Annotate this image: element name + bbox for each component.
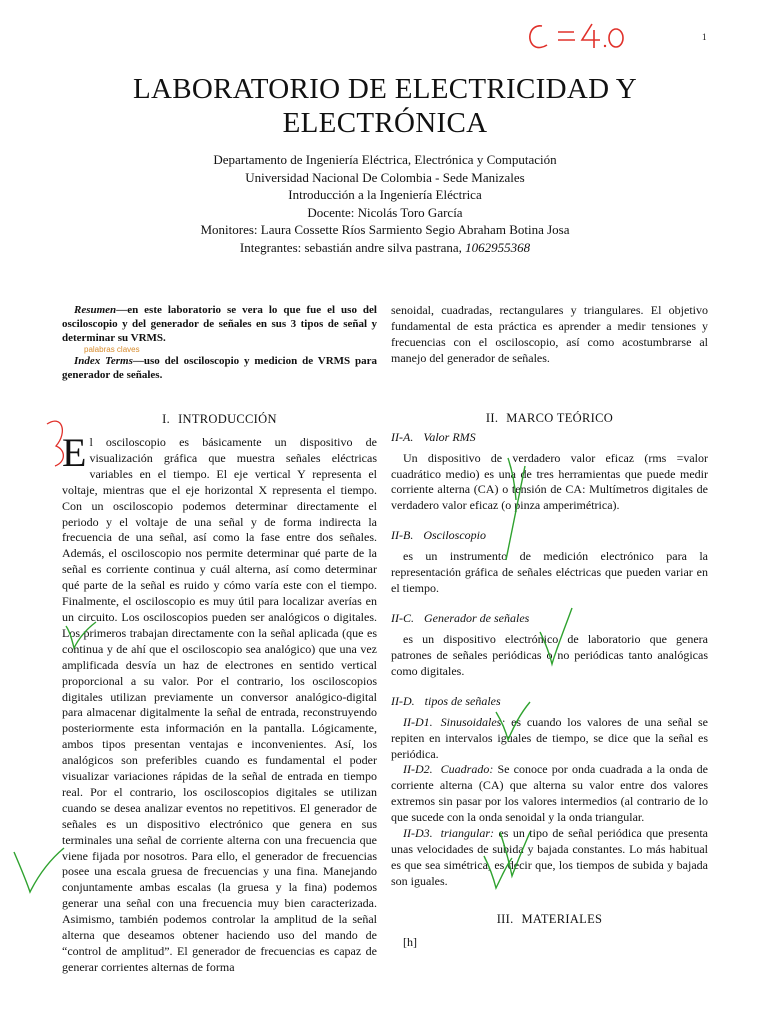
intro-paragraph <box>62 430 377 976</box>
university: Universidad Nacional De Colombia - Sede Manizales <box>245 169 525 185</box>
members-id: 1062955368 <box>465 239 531 255</box>
subsection-heading-generador: II-C. Generador de señales <box>391 610 530 625</box>
rms-paragraph: Un dispositivo de verdadero valor eficaz (rms =valor cuadrático medio) es una de tres herramientas que puede medir corriente alterna (CA) o tensión de CA: Multímetros digitales de verdadero valor eficaz (o pinza amperimétrica). <box>391 450 708 513</box>
abstract-text: —en este laboratorio se vera lo que fue el uso del osciloscopio y del generador de señales en sus 3 tipos de señal y determinar su VRMS. <box>62 304 377 344</box>
materiales-text: [h] <box>403 934 417 949</box>
right-column <box>391 303 708 951</box>
teacher: Docente: Nicolás Toro García <box>307 204 463 220</box>
generador-paragraph: es un dispositivo electrónico de laboratorio que genera patrones de señales periódicas o no periódicas tanto analógicas como digitales. <box>391 631 708 678</box>
handwritten-grade <box>520 18 630 58</box>
section-heading-marco: II. MARCO TEÓRICO <box>485 410 614 425</box>
subsection-heading-rms: II-A. Valor RMS <box>391 429 476 444</box>
subsection-heading-osciloscopio: II-B. Osciloscopio <box>391 528 486 543</box>
section-heading-intro: I. INTRODUCCIÓN <box>162 412 277 426</box>
osciloscopio-paragraph: es un instrumento de medición electrónico para la representación gráfica de señales eléctricas que pueden variar en el tiempo. <box>391 549 708 596</box>
red-bracket-mark <box>47 421 63 466</box>
course: Introducción a la Ingeniería Eléctrica <box>288 187 482 203</box>
margin-note: palabras claves <box>84 345 140 354</box>
index-terms-label: Index Terms <box>74 355 133 367</box>
author-block <box>80 151 690 257</box>
index-terms-text: —uso del osciloscopio y medicion de VRMS para generador de señales. <box>62 355 378 381</box>
intro-text: l osciloscopio es básicamente un dispositivo de visualización gráfica que muestra señales eléctricas variables en el tiempo. El eje vertical Y representa el voltaje, mientras que el eje horizontal X representa el tiempo. Con un osciloscopio podemos determinar directamente el periodo y el voltaje de una señal y de forma indirecta la frecuencia de una señal, así como la fase entre dos señales. Además, el osciloscopio nos permite determinar qué parte de la señal es corriente continua y cuál alterna, así como determinar qué parte de la señal es ruido y cómo varía este con el tiempo. Finalmente, el osciloscopio es muy útil para localizar averías en un circuito. Los osciloscopios pueden ser analógicos o digitales. Los primeros trabajan directamente con la señal aplicada (que es continua y de ahí que el osciloscopio sea analógico) que una vez amplificada desvía un haz de electrones en sentido vertical proporcional a su valor. Por el contrario, los osciloscopios digitales utilizan previamente un conversor analógico-digital para almacenar digitalmente la señal de entrada, reconstruyendo posteriormente esta información en la pantalla. Lógicamente, ambos tipos presentan ventajas e inconvenientes. Así, los analógicos son preferibles cuando es fundamental el poder visualizar variaciones rápidas de la señal de entrada en tiempo real. Por el contrario, los osciloscopios digitales se utilizan cuando se desea analizar eventos no repetitivos. El generador de señales es un dispositivo electrónico que genera en sus terminales una señal de corriente alterna con una frecuencia que viene fijada por nosotros. Para ello, el generador de frecuencias posee una escala gruesa de frecuencias y una fina. Manejando conjuntamente ambas escalas (la gruesa y la fina) podemos generar una señal con una frecuencia muy bien caracterizada. Asimismo, también podemos controlar la amplitud de la señal alterna que deseamos obtener haciendo uso del mando de “control de amplitud”. El generador de frecuencias es capaz de generar corrientes alternas de forma <box>62 435 377 974</box>
abstract <box>62 303 377 382</box>
signal-cuadrado: II-D2. Cuadrado: Se conoce por onda cuadrada a la onda de corriente alterna (CA) que alterna su valor entre dos valores extremos sin pasar por los valores intermedios (al contrario de lo que sucede con la onda senoidal y la onda triangular. <box>391 762 709 825</box>
left-column <box>62 303 377 976</box>
intro-continuation: senoidal, cuadradas, rectangulares y triangulares. El objetivo fundamental de esta práctica es aprender a medir tensiones y frecuencias con el osciloscopio, así como acostumbrarse al manejo del generador de señales. <box>391 303 708 365</box>
page-number: 1 <box>702 32 707 42</box>
department: Departamento de Ingeniería Eléctrica, Electrónica y Computación <box>213 152 557 167</box>
signal-types <box>391 715 708 890</box>
paper-title: LABORATORIO DE ELECTRICIDAD Y ELECTRÓNICA <box>132 73 638 139</box>
section-heading-materiales: III. MATERIALES <box>496 911 603 926</box>
members-names: Integrantes: sebastián andre silva pastrana, <box>239 239 462 255</box>
checkmark <box>14 848 64 892</box>
subsection-heading-tipos: II-D. tipos de señales <box>391 693 501 708</box>
signal-triangular: II-D3. triangular: es un tipo de señal periódica que presenta unas velocidades de subida y bajada constantes. Lo más habitual es que sea simétrica, es decir que, los tiempos de subida y bajada son iguales. <box>391 826 709 888</box>
monitors: Monitores: Laura Cossette Ríos Sarmiento Segio Abraham Botina Josa <box>200 222 570 238</box>
members <box>80 239 690 257</box>
signal-sinusoidal: II-D1. Sinusoidales: es cuando los valores de una señal se repiten en intervalos iguales de tiempo, se dice que la señal es periódica. <box>391 714 709 761</box>
drop-cap: E <box>62 430 87 475</box>
abstract-label: Resumen <box>74 304 117 316</box>
